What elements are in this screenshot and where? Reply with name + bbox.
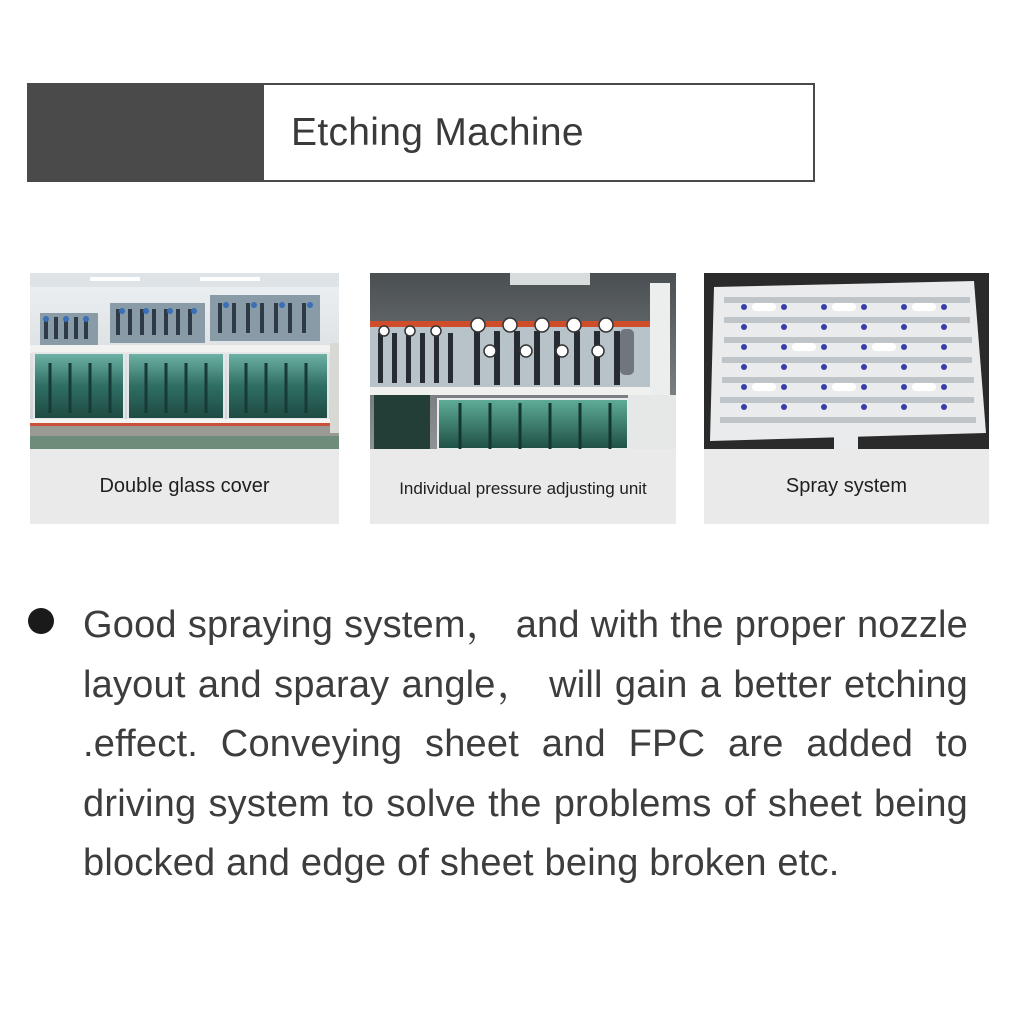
page-title: Etching Machine — [291, 110, 584, 154]
card-caption: Spray system — [785, 475, 908, 497]
etching-machine-photo — [30, 273, 339, 449]
header-accent-block — [29, 85, 264, 180]
feature-card-pressure-unit — [370, 273, 676, 524]
card-caption: Individual pressure adjusting unit — [399, 478, 647, 498]
feature-card-double-glass-cover — [30, 273, 339, 524]
description-section — [28, 596, 968, 894]
feature-card-spray-system — [704, 273, 989, 524]
spray-nozzle-grid-photo — [704, 273, 989, 449]
pressure-gauges-photo — [370, 273, 676, 449]
card-caption: Double glass cover — [99, 475, 270, 497]
section-header — [27, 83, 815, 182]
bullet-dot-icon — [28, 608, 54, 634]
description-text: Good spraying system， and with the proper nozzle layout and sparay angle， will gain a better etching .effect. Conveying sheet and FPC are added to driving system to solve the problems of sheet being blocked and edge of sheet being broken etc. — [83, 604, 968, 884]
